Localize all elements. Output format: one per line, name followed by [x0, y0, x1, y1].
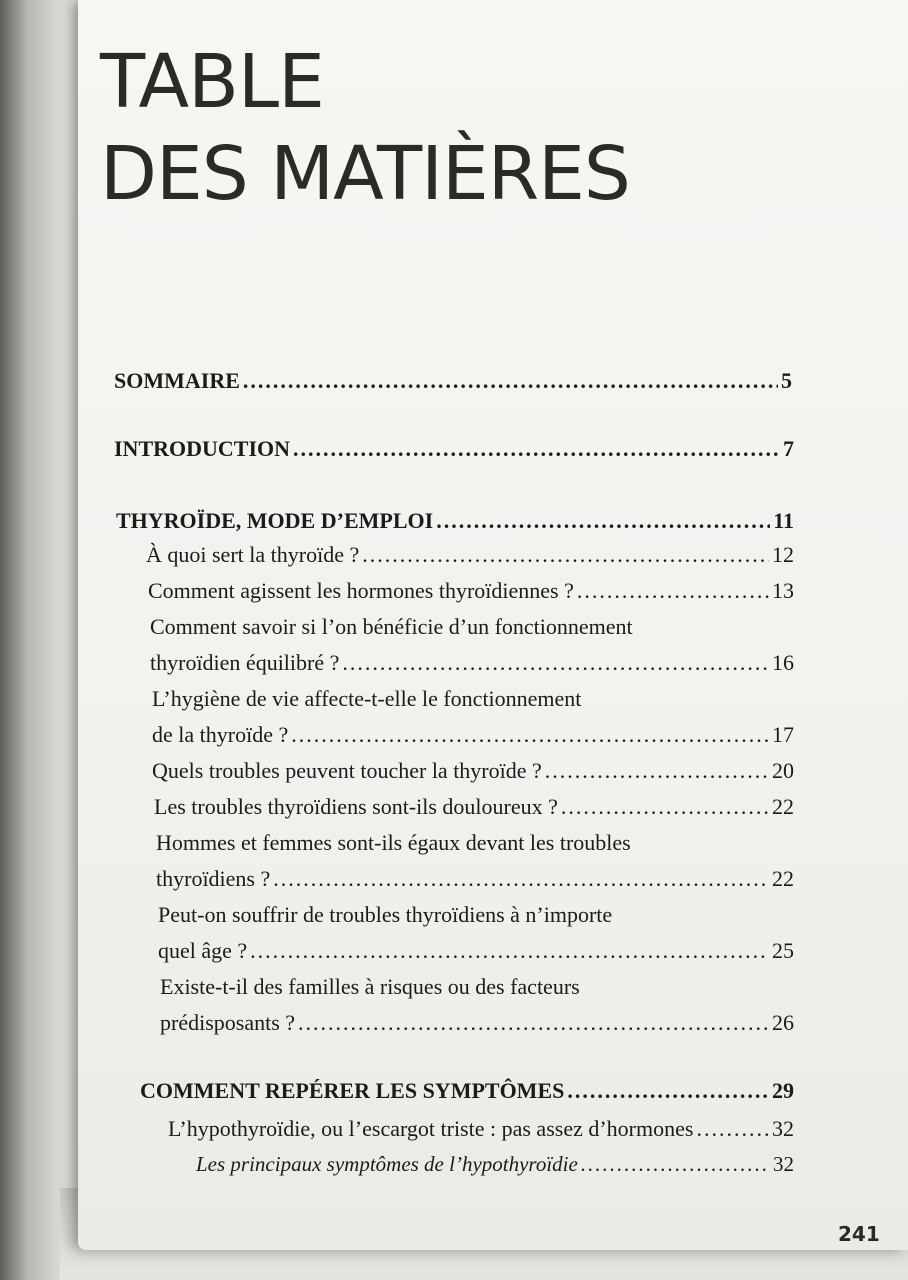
toc-page-number: 26 [772, 1010, 794, 1035]
dot-leader [243, 368, 778, 394]
toc-item[interactable] [156, 866, 794, 892]
dot-leader [696, 1116, 769, 1142]
dot-leader [342, 650, 769, 676]
toc-page-number: 5 [781, 368, 792, 393]
toc-item[interactable] [168, 1116, 794, 1142]
toc-entry-label: SOMMAIRE [114, 368, 240, 393]
toc-item-label: Quels troubles peuvent toucher la thyroïde ? [152, 758, 542, 783]
toc-page-number: 20 [772, 758, 794, 783]
toc-item-label-line: Hommes et femmes sont-ils égaux devant les troubles [156, 830, 631, 855]
dot-leader [577, 578, 769, 604]
toc-item[interactable] [146, 542, 794, 568]
toc-item-label: thyroïdien équilibré ? [150, 650, 340, 675]
toc-item[interactable] [148, 578, 794, 604]
toc-item-label: Les troubles thyroïdiens sont-ils douloureux ? [154, 794, 558, 819]
toc-page-number: 16 [772, 650, 794, 675]
toc-page-number: 7 [783, 436, 794, 461]
dot-leader [362, 542, 769, 568]
toc-item-label-line: L’hygiène de vie affecte-t-elle le fonctionnement [152, 686, 582, 711]
toc-item[interactable] [152, 722, 794, 748]
toc-item-label: L’hypothyroïdie, ou l’escargot triste : pas assez d’hormones [168, 1116, 694, 1141]
toc-section-thyroide[interactable] [116, 508, 794, 534]
toc-item[interactable] [160, 1010, 794, 1036]
toc-page-number: 25 [772, 938, 794, 963]
title-line-1: TABLE [100, 39, 324, 125]
toc-item[interactable] [152, 758, 794, 784]
toc-item-label: Comment agissent les hormones thyroïdiennes ? [148, 578, 574, 603]
toc-entry-introduction[interactable] [114, 436, 794, 462]
dot-leader [298, 1010, 769, 1036]
page-number: 241 [838, 1222, 880, 1246]
dot-leader [273, 866, 769, 892]
toc-item-label-line: Existe-t-il des familles à risques ou des facteurs [160, 974, 580, 999]
toc-item[interactable] [150, 650, 794, 676]
dot-leader [561, 794, 769, 820]
dot-leader [567, 1078, 769, 1104]
toc-item-label: À quoi sert la thyroïde ? [146, 542, 360, 567]
toc-item-label: thyroïdiens ? [156, 866, 271, 891]
toc-item[interactable] [196, 1152, 794, 1177]
toc-entry-label: INTRODUCTION [114, 436, 291, 461]
toc-item-label: prédisposants ? [160, 1010, 296, 1035]
dot-leader [581, 1152, 770, 1177]
toc-page-number: 29 [772, 1078, 794, 1103]
dot-leader [293, 436, 780, 462]
toc-page-number: 32 [773, 1152, 794, 1176]
toc-page-number: 12 [772, 542, 794, 567]
toc-page-number: 22 [772, 794, 794, 819]
toc-page-number: 22 [772, 866, 794, 891]
toc-item-label-line: Comment savoir si l’on bénéficie d’un fonctionnement [150, 614, 633, 639]
toc-section-label: THYROÏDE, MODE D’EMPLOI [116, 508, 434, 533]
toc-page-number: 17 [772, 722, 794, 747]
dot-leader [436, 508, 770, 534]
toc-item-label-line: Peut-on souffrir de troubles thyroïdiens à n’importe [158, 902, 613, 927]
toc-item[interactable] [154, 794, 794, 820]
toc-section-label: COMMENT REPÉRER LES SYMPTÔMES [140, 1078, 565, 1103]
dot-leader [250, 938, 769, 964]
toc-item[interactable] [158, 938, 794, 964]
title-line-2: DES MATIÈRES [100, 131, 630, 217]
toc-page-number: 32 [772, 1116, 794, 1141]
dot-leader [291, 722, 769, 748]
toc-item-label: de la thyroïde ? [152, 722, 289, 747]
toc-item-label: quel âge ? [158, 938, 248, 963]
toc-page-number: 11 [773, 508, 794, 533]
dot-leader [545, 758, 769, 784]
toc-item-label: Les principaux symptômes de l’hypothyroïdie [196, 1152, 578, 1176]
toc-page-number: 13 [772, 578, 794, 603]
toc-entry-sommaire[interactable] [114, 368, 792, 394]
toc-section-symptomes[interactable] [140, 1078, 794, 1104]
